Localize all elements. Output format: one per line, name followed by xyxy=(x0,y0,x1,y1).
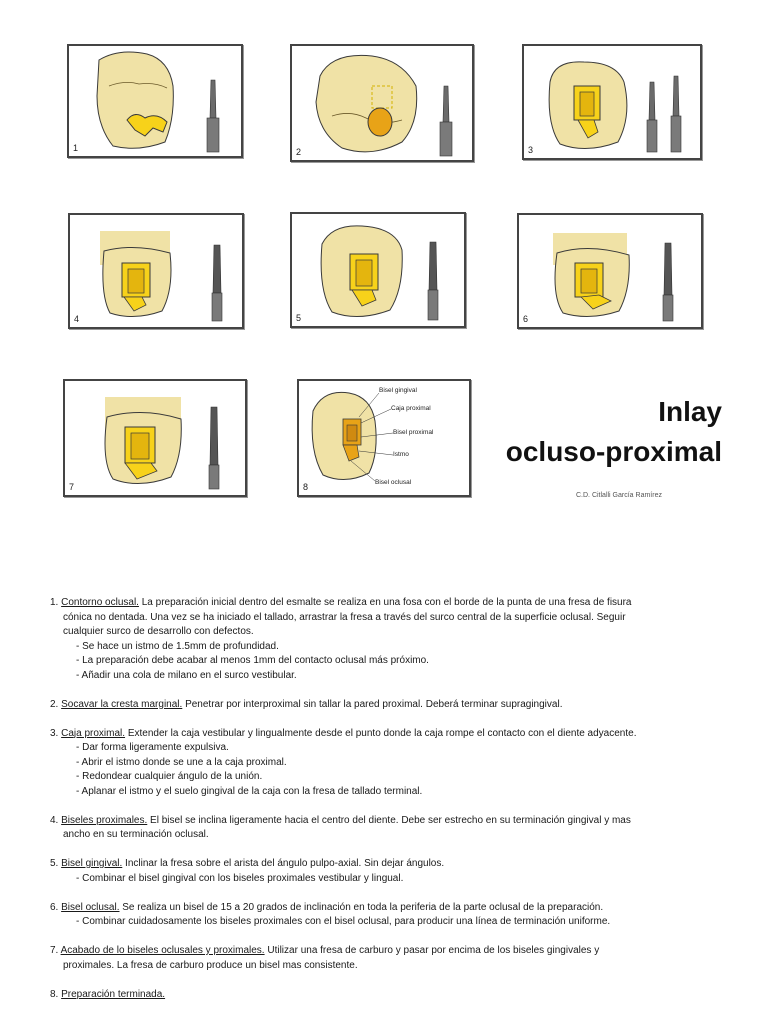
procedure-steps xyxy=(50,596,730,1017)
step-number: 1. xyxy=(50,597,59,608)
figure-panel-7 xyxy=(63,379,247,497)
step-heading: Bisel gingival. xyxy=(61,858,123,869)
bur-instrument xyxy=(292,46,472,160)
author: C.D. Citlalli García Ramírez xyxy=(576,492,662,499)
step-4 xyxy=(50,814,730,843)
step-text: proximales. La fresa de carburo produce un bisel mas consistente. xyxy=(63,959,358,971)
step-7 xyxy=(50,944,730,973)
label-bisel-gingival: Bisel gingival xyxy=(379,387,417,394)
title-line-1: Inlay xyxy=(658,396,722,427)
panel-number: 3 xyxy=(528,145,534,155)
bur-instrument xyxy=(65,381,245,495)
figure-panel-6 xyxy=(517,213,703,329)
panel-number: 6 xyxy=(523,314,529,324)
panel-number: 7 xyxy=(69,482,75,492)
step-heading: Contorno oclusal. xyxy=(61,597,139,608)
figure-panel-1 xyxy=(67,44,243,158)
step-heading: Caja proximal. xyxy=(61,727,126,739)
step-text: Inclinar la fresa sobre el arista del ángulo pulpo-axial. Sin dejar ángulos. xyxy=(122,858,445,869)
step-subitem: - Aplanar el istmo y el suelo gingival de la caja con la fresa de tallado terminal. xyxy=(76,785,423,797)
step-number: 3. xyxy=(50,727,59,739)
bur-instrument xyxy=(292,214,464,326)
panel-number: 2 xyxy=(296,147,302,157)
step-number: 2. xyxy=(50,698,59,710)
step-subitem: - Redondear cualquier ángulo de la unión. xyxy=(76,771,263,782)
step-subitem: - Abrir el istmo donde se une a la caja proximal. xyxy=(76,756,287,768)
step-heading: Acabado de lo biseles oclusales y proximales. xyxy=(60,945,265,956)
step-1 xyxy=(50,596,730,683)
step-8 xyxy=(50,988,730,1003)
step-heading: Biseles proximales. xyxy=(61,814,148,826)
step-text: Extender la caja vestibular y lingualmente desde el punto donde la caja rompe el contacto con el diente adyacente. xyxy=(125,727,637,739)
step-number: 5. xyxy=(50,858,59,869)
step-subitem: - Se hace un istmo de 1.5mm de profundidad. xyxy=(76,640,279,652)
panel-number: 4 xyxy=(74,314,80,324)
step-text: Utilizar una fresa de carburo y pasar por encima de los biseles gingivales y xyxy=(264,945,600,956)
step-subitem: - Dar forma ligeramente expulsiva. xyxy=(76,742,229,753)
label-caja-proximal: Caja proximal xyxy=(391,405,431,412)
label-istmo: Istmo xyxy=(393,451,409,458)
label-bisel-proximal: Bisel proximal xyxy=(393,429,434,436)
step-2 xyxy=(50,698,730,713)
figure-panel-2 xyxy=(290,44,474,162)
step-text: cónica no dentada. Una vez se ha iniciado el tallado, arrastrar la fresa a través del surco central de la superficie oclusal. Seguir xyxy=(63,611,626,623)
step-text: ancho en su terminación oclusal. xyxy=(63,829,209,840)
step-number: 7. xyxy=(50,945,59,956)
step-text: Penetrar por interproximal sin tallar la pared proximal. Deberá terminar supragingival. xyxy=(182,698,563,710)
step-heading: Socavar la cresta marginal. xyxy=(61,698,183,710)
step-number: 8. xyxy=(50,988,59,1000)
title-line-2: ocluso-proximal xyxy=(505,436,722,467)
step-text: La preparación inicial dentro del esmalte se realiza en una fosa con el borde de la punta de una fresa de fisura xyxy=(138,597,632,608)
step-subitem: - La preparación debe acabar al menos 1mm del contacto oclusal más próximo. xyxy=(76,655,429,666)
step-3 xyxy=(50,727,730,800)
step-heading: Preparación terminada. xyxy=(61,988,166,1000)
figure-panel-4 xyxy=(68,213,244,329)
bur-instrument xyxy=(519,215,701,327)
panel-number: 5 xyxy=(296,313,302,323)
figure-panel-8 xyxy=(297,379,471,497)
step-number: 6. xyxy=(50,901,59,913)
step-text: Se realiza un bisel de 15 a 20 grados de inclinación en toda la periferia de la parte oclusal de la preparación. xyxy=(119,901,604,913)
step-text: El bisel se inclina ligeramente hacia el centro del diente. Debe ser estrecho en su terminación gingival y mas xyxy=(147,814,631,826)
step-text: cualquier surco de desarrollo con defectos. xyxy=(63,626,254,637)
step-6 xyxy=(50,901,730,930)
bur-instrument xyxy=(69,46,241,156)
step-number: 4. xyxy=(50,814,59,826)
tooth-illustration xyxy=(299,381,469,495)
figure-panel-3 xyxy=(522,44,702,160)
step-5 xyxy=(50,857,730,886)
figure-panel-5 xyxy=(290,212,466,328)
label-bisel-oclusal: Bisel oclusal xyxy=(375,479,412,486)
step-subitem: - Añadir una cola de milano en el surco vestibular. xyxy=(76,669,297,681)
bur-instrument-pair xyxy=(524,46,700,158)
step-subitem: - Combinar cuidadosamente los biseles proximales con el bisel oclusal, para producir una línea de terminación uniforme. xyxy=(76,916,611,927)
step-heading: Bisel oclusal. xyxy=(61,901,120,913)
bur-instrument xyxy=(70,215,242,327)
panel-number: 8 xyxy=(303,482,309,492)
step-subitem: - Combinar el bisel gingival con los biseles proximales vestibular y lingual. xyxy=(76,872,404,884)
panel-number: 1 xyxy=(73,143,79,153)
